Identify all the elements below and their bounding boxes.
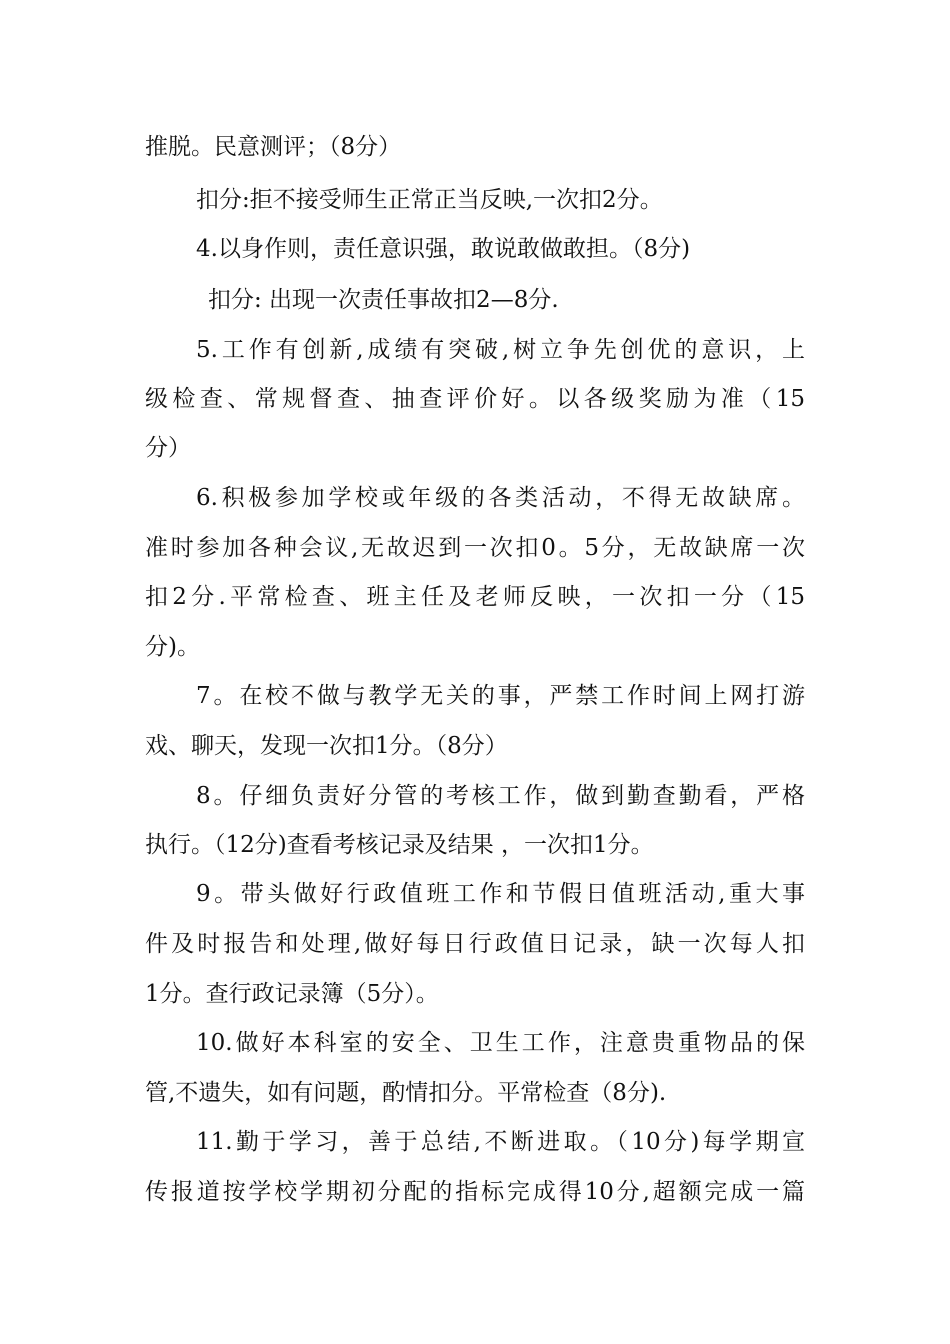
text-line: 传报道按学校学期初分配的指标完成得10分,超额完成一篇 (145, 1179, 805, 1205)
text-line: 扣2分.平常检查、班主任及老师反映，一次扣一分（15 (145, 584, 805, 610)
text-line: 9。带头做好行政值班工作和节假日值班活动,重大事 (196, 881, 805, 907)
text-line: 级检查、常规督查、抽查评价好。以各级奖励为准（15 (145, 386, 805, 412)
text-line: 准时参加各种会议,无故迟到一次扣0。5分，无故缺席一次 (145, 535, 805, 561)
text-line: 5.工作有创新,成绩有突破,树立争先创优的意识，上 (196, 337, 805, 363)
text-line: 分)。 (145, 634, 200, 660)
text-line: 8。仔细负责好分管的考核工作，做到勤查勤看，严格 (196, 783, 805, 809)
text-line: 7。在校不做与教学无关的事，严禁工作时间上网打游 (196, 683, 805, 709)
text-line: 执行。（12分)查看考核记录及结果 ，一次扣1分。 (145, 832, 654, 858)
text-line: 4.以身作则，责任意识强，敢说敢做敢担。（8分) (196, 236, 691, 262)
text-line: 6.积极参加学校或年级的各类活动，不得无故缺席。 (196, 485, 805, 511)
text-line: 推脱。民意测评；（8分） (145, 134, 402, 160)
text-line: 件及时报告和处理,做好每日行政值日记录，缺一次每人扣 (145, 931, 805, 957)
text-line: 1分。查行政记录簿（5分）。 (145, 981, 439, 1007)
text-line: 扣分: 出现一次责任事故扣2—8分. (208, 287, 559, 313)
text-line: 管,不遗失，如有问题，酌情扣分。平常检查（8分). (145, 1080, 667, 1106)
text-line: 扣分:拒不接受师生正常正当反映,一次扣2分。 (196, 187, 663, 213)
text-line: 戏、聊天，发现一次扣1分。（8分） (145, 733, 508, 759)
text-line: 分） (145, 435, 191, 461)
text-line: 10.做好本科室的安全、卫生工作，注意贵重物品的保 (196, 1030, 805, 1056)
text-line: 11.勤于学习，善于总结,不断进取。（10分)每学期宣 (196, 1129, 805, 1155)
